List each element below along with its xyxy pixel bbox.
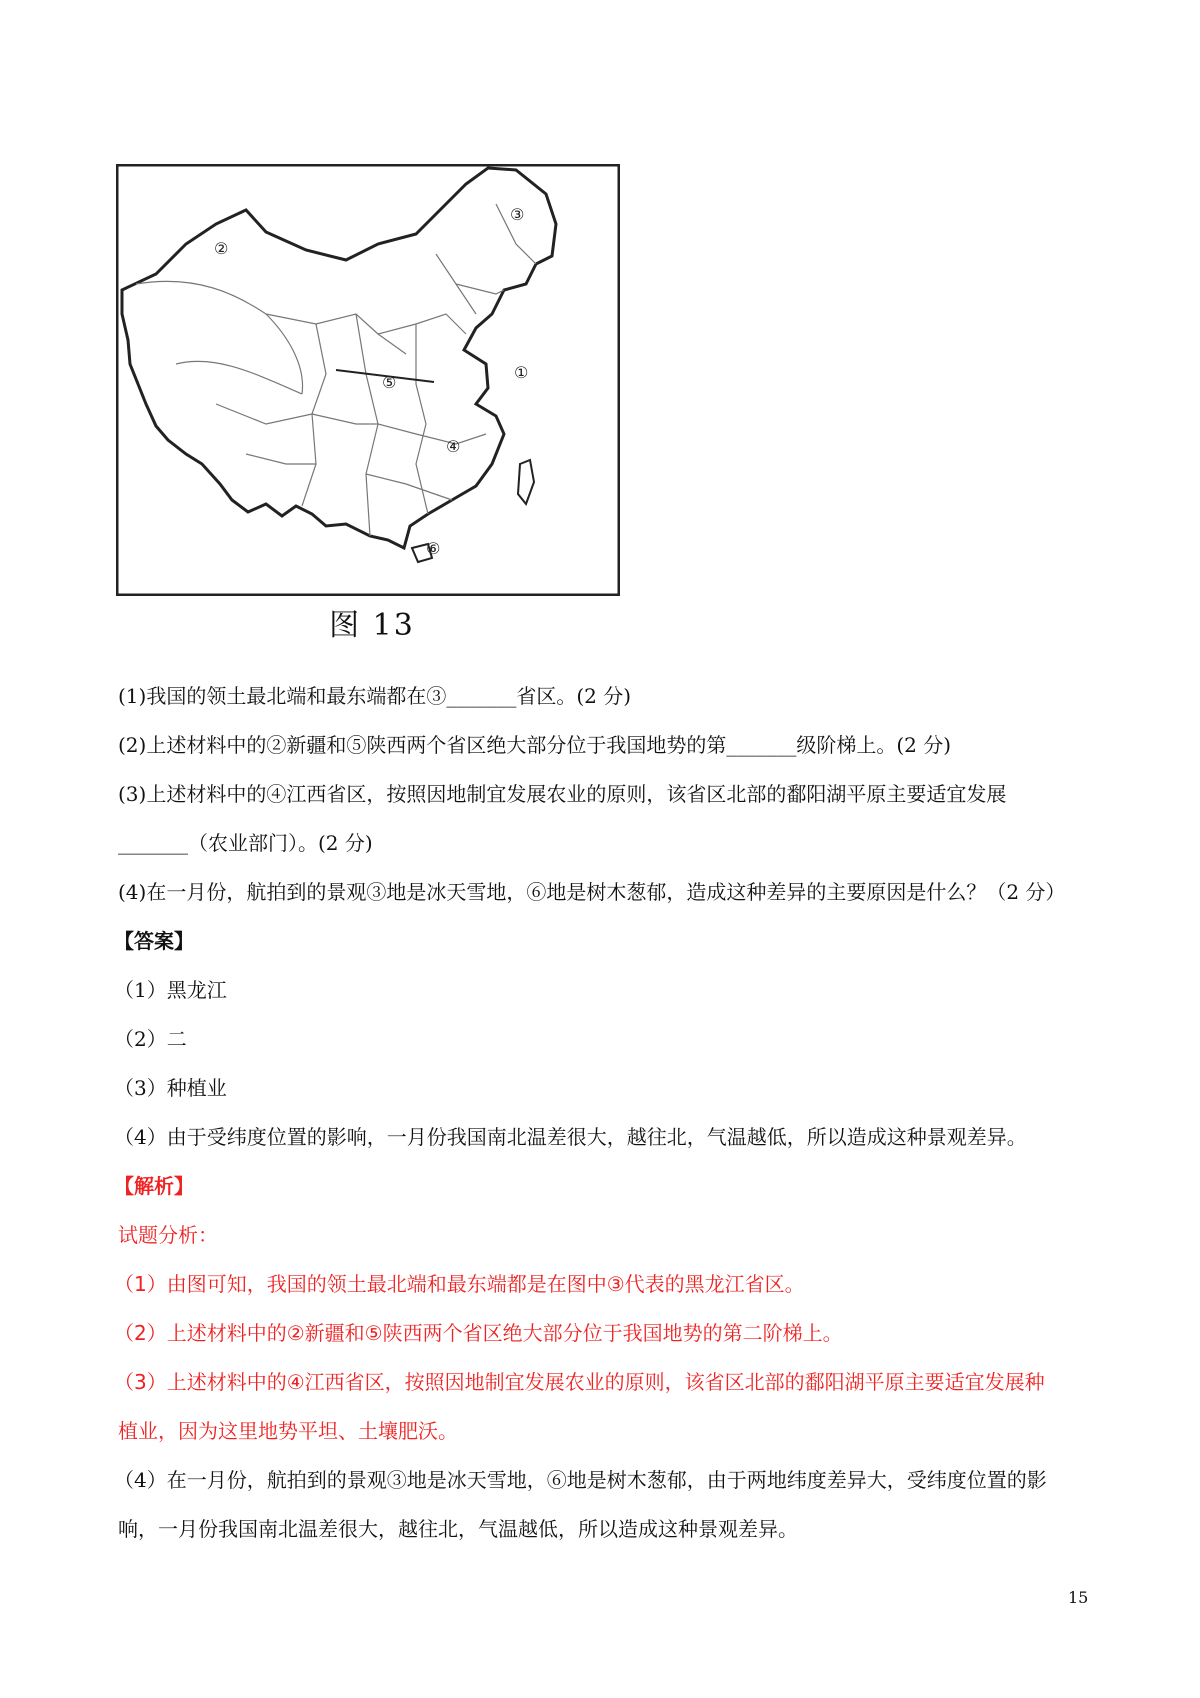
- china-map-illustration: [116, 164, 620, 596]
- question-1: (1)我国的领土最北端和最东端都在③_______省区。(2 分): [118, 684, 632, 708]
- analysis-3-line-2: 植业，因为这里地势平坦、土壤肥沃。: [118, 1419, 458, 1443]
- question-3-line-1: (3)上述材料中的④江西省区，按照因地制宜发展农业的原则，该省区北部的鄱阳湖平原主要适宜发展: [118, 782, 1007, 806]
- analysis-4-line-1: （4）在一月份，航拍到的景观③地是冰天雪地，⑥地是树木葱郁，由于两地纬度差异大，受纬度位置的影: [114, 1468, 1047, 1492]
- answer-3: （3）种植业: [114, 1076, 227, 1100]
- question-3-line-2: _______（农业部门）。(2 分): [118, 831, 373, 855]
- analysis-subheading: 试题分析：: [118, 1223, 218, 1247]
- map-figure: [108, 160, 636, 648]
- analysis-2: （2）上述材料中的②新疆和⑤陕西两个省区绝大部分位于我国地势的第二阶梯上。: [114, 1321, 843, 1345]
- answer-2: （2）二: [114, 1027, 187, 1051]
- map-label-3: ③: [510, 205, 525, 224]
- map-label-5: ⑤: [382, 373, 397, 392]
- answer-4: （4）由于受纬度位置的影响，一月份我国南北温差很大，越往北，气温越低，所以造成这种景观差异。: [114, 1125, 1027, 1149]
- analysis-4-line-2: 响，一月份我国南北温差很大，越往北，气温越低，所以造成这种景观差异。: [118, 1517, 798, 1541]
- page-number: 15: [1068, 1588, 1089, 1607]
- analysis-3-line-1: （3）上述材料中的④江西省区，按照因地制宜发展农业的原则，该省区北部的鄱阳湖平原主要适宜发展种: [114, 1370, 1045, 1394]
- map-label-6: ⑥: [426, 539, 441, 558]
- question-2: (2)上述材料中的②新疆和⑤陕西两个省区绝大部分位于我国地势的第_______级阶梯上。(2 分): [118, 733, 952, 757]
- answer-heading: 【答案】: [114, 929, 194, 953]
- map-label-4: ④: [446, 437, 461, 456]
- map-label-1: ①: [514, 363, 529, 382]
- analysis-1: （1）由图可知，我国的领土最北端和最东端都是在图中③代表的黑龙江省区。: [114, 1272, 805, 1296]
- answer-1: （1）黑龙江: [114, 978, 227, 1002]
- map-label-2: ②: [214, 239, 229, 258]
- analysis-heading: 【解析】: [114, 1174, 194, 1198]
- figure-caption: 图 13: [329, 608, 415, 643]
- question-4: (4)在一月份，航拍到的景观③地是冰天雪地，⑥地是树木葱郁，造成这种差异的主要原因是什么？（2 分）: [118, 880, 1066, 904]
